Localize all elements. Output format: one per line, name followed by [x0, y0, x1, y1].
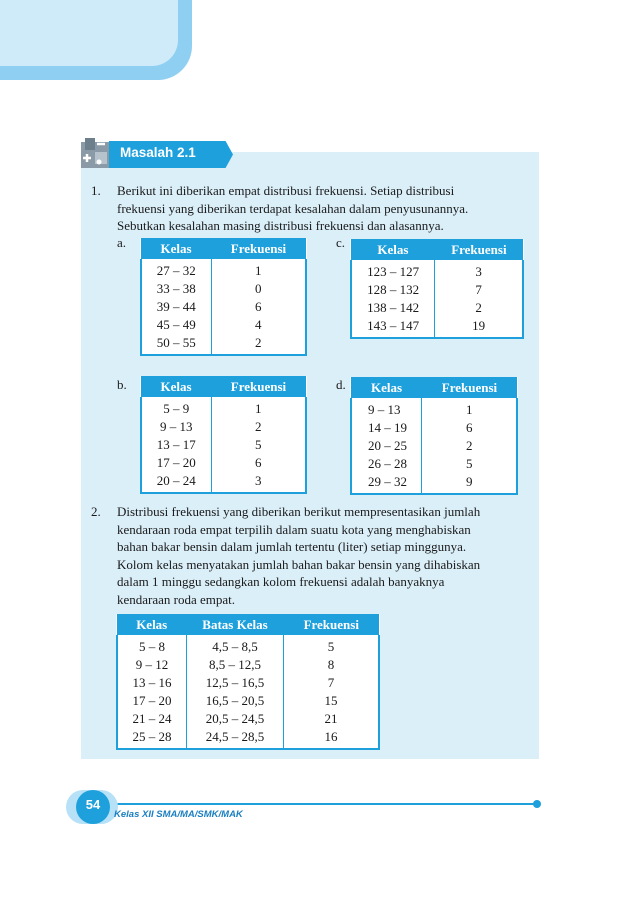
problem-2-line: kendaraan roda empat.	[117, 591, 236, 607]
table-d	[350, 377, 518, 495]
frequency-cell: 2	[255, 335, 262, 350]
frequency-cell: 1	[255, 401, 262, 416]
frequency-cell: 5	[465, 456, 473, 471]
table-row	[141, 334, 306, 355]
problem-2-line: bahan bakar bensin dalam jumlah tertentu (liter) setiap minggunya.	[117, 539, 467, 554]
frequency-cell: 2	[255, 419, 262, 434]
table-row	[141, 418, 306, 436]
frequency-cell: 5	[327, 639, 335, 654]
class-cell: 50 – 55	[141, 334, 211, 355]
problem-1-line: Sebutkan kesalahan masing distribusi frekuensi dan alasannya.	[117, 218, 444, 233]
column-header: Kelas	[351, 239, 435, 260]
class-cell: 13 – 17	[141, 436, 211, 454]
class-cell: 5 – 9	[141, 397, 211, 418]
problem-2-text	[117, 503, 531, 608]
boundary-cell: 4,5 – 8,5	[186, 635, 283, 656]
boundary-cell: 8,5 – 12,5	[186, 656, 283, 674]
frequency-cell: 19	[472, 318, 486, 333]
corner-tab-decoration	[0, 0, 192, 80]
column-header: Frekuensi	[284, 614, 379, 635]
column-header: Kelas	[117, 614, 186, 635]
class-cell: 9 – 13	[351, 398, 422, 419]
class-cell: 138 – 142	[351, 299, 435, 317]
frequency-cell: 15	[324, 693, 338, 708]
problem-2-number: 2.	[91, 504, 101, 519]
column-header: Batas Kelas	[186, 614, 283, 635]
class-cell: 25 – 28	[117, 728, 186, 749]
class-cell: 143 – 147	[351, 317, 435, 338]
table-row	[141, 454, 306, 472]
table-row	[141, 436, 306, 454]
boundary-cell: 24,5 – 28,5	[186, 728, 283, 749]
column-header: Frekuensi	[211, 238, 306, 259]
table-row	[117, 635, 379, 656]
problem-1-line: Berikut ini diberikan empat distribusi frekuensi. Setiap distribusi	[117, 183, 455, 198]
frequency-cell: 3	[255, 473, 262, 488]
frequency-cell: 5	[255, 437, 262, 452]
class-cell: 14 – 19	[351, 419, 422, 437]
class-cell: 20 – 25	[351, 437, 422, 455]
frequency-cell: 6	[255, 455, 262, 470]
problem-2-line: Kolom kelas menyatakan jumlah bahan bakar bensin yang dihabiskan	[117, 556, 481, 572]
frequency-cell: 16	[324, 729, 338, 744]
class-cell: 123 – 127	[351, 260, 435, 281]
table-row	[351, 299, 523, 317]
problem-2-line: kendaraan roda empat terpilih dalam suatu kota yang menghabiskan	[117, 521, 471, 537]
class-cell: 9 – 13	[141, 418, 211, 436]
table-row	[117, 692, 379, 710]
boundary-cell: 16,5 – 20,5	[186, 692, 283, 710]
column-header: Kelas	[141, 376, 211, 397]
frequency-cell: 6	[465, 420, 473, 435]
class-cell: 5 – 8	[117, 635, 186, 656]
frequency-cell: 7	[475, 282, 482, 297]
class-cell: 29 – 32	[351, 473, 422, 494]
table-c	[350, 239, 524, 339]
frequency-cell: 2	[475, 300, 482, 315]
frequency-cell: 3	[475, 264, 482, 279]
class-cell: 21 – 24	[117, 710, 186, 728]
frequency-cell: 4	[255, 317, 262, 332]
class-cell: 27 – 32	[141, 259, 211, 280]
table-b	[140, 376, 307, 494]
table-row	[117, 710, 379, 728]
table-row	[351, 419, 517, 437]
table-row	[351, 260, 523, 281]
class-cell: 13 – 16	[117, 674, 186, 692]
frequency-cell: 21	[324, 711, 338, 726]
table-row	[141, 259, 306, 280]
table-row	[351, 398, 517, 419]
problem-2-line: dalam 1 minggu sedangkan kolom frekuensi adalah banyaknya	[117, 574, 445, 589]
table-d-letter: d.	[336, 377, 346, 392]
boundary-cell: 20,5 – 24,5	[186, 710, 283, 728]
frequency-cell: 8	[327, 657, 335, 672]
class-cell: 17 – 20	[117, 692, 186, 710]
class-cell: 39 – 44	[141, 298, 211, 316]
class-cell: 26 – 28	[351, 455, 422, 473]
table-vehicle-fuel	[116, 614, 380, 750]
class-cell: 17 – 20	[141, 454, 211, 472]
problem-1-line: frekuensi yang diberikan terdapat kesalahan dalam penyusunannya.	[117, 200, 469, 216]
book-title: Kelas XII SMA/MA/SMK/MAK	[114, 809, 243, 820]
frequency-cell: 1	[255, 263, 262, 278]
frequency-cell: 0	[255, 281, 262, 296]
frequency-cell: 9	[465, 474, 473, 489]
table-row	[141, 298, 306, 316]
table-row	[351, 473, 517, 494]
table-row	[117, 728, 379, 749]
class-cell: 9 – 12	[117, 656, 186, 674]
frequency-cell: 2	[465, 438, 473, 453]
table-row	[141, 280, 306, 298]
table-row	[141, 316, 306, 334]
class-cell: 33 – 38	[141, 280, 211, 298]
corner-tab-inner	[0, 0, 178, 66]
page-number: 54	[85, 797, 101, 812]
column-header: Frekuensi	[211, 376, 306, 397]
puzzle-icon	[79, 136, 113, 170]
column-header: Frekuensi	[422, 377, 517, 398]
problem-1-text	[117, 182, 531, 235]
table-row	[351, 317, 523, 338]
table-row	[141, 397, 306, 418]
table-row	[141, 472, 306, 493]
table-c-letter: c.	[336, 235, 346, 250]
table-row	[351, 455, 517, 473]
column-header: Kelas	[141, 238, 211, 259]
frequency-cell: 1	[465, 402, 473, 417]
class-cell: 20 – 24	[141, 472, 211, 493]
column-header: Frekuensi	[435, 239, 523, 260]
class-cell: 45 – 49	[141, 316, 211, 334]
boundary-cell: 12,5 – 16,5	[186, 674, 283, 692]
problem-1-number: 1.	[91, 183, 101, 198]
table-row	[117, 656, 379, 674]
frequency-cell: 7	[327, 675, 335, 690]
footer-rule	[98, 803, 536, 805]
footer-rule-dot	[533, 800, 541, 808]
table-row	[117, 674, 379, 692]
table-a	[140, 238, 307, 356]
problem-2-line: Distribusi frekuensi yang diberikan berikut mempresentasikan jumlah	[117, 504, 481, 519]
table-row	[351, 281, 523, 299]
class-cell: 128 – 132	[351, 281, 435, 299]
masalah-title: Masalah 2.1	[120, 145, 196, 160]
column-header: Kelas	[351, 377, 422, 398]
table-a-letter: a.	[117, 235, 127, 250]
table-b-letter: b.	[117, 377, 127, 392]
frequency-cell: 6	[255, 299, 262, 314]
table-row	[351, 437, 517, 455]
